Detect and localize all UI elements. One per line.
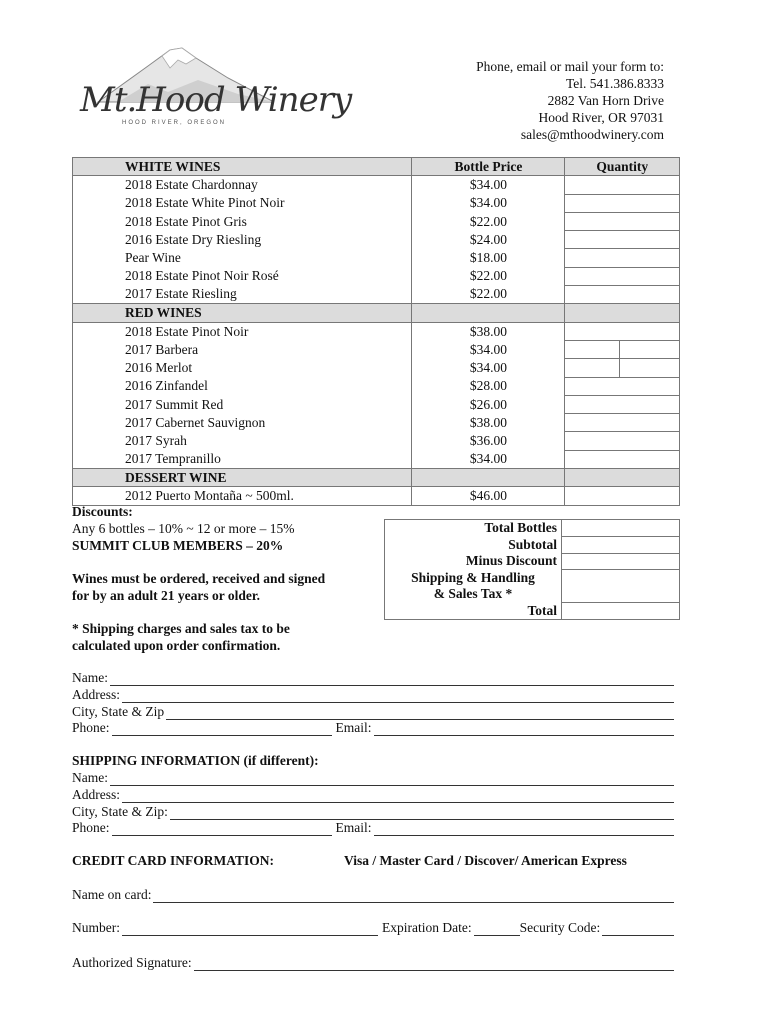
contact-city: Hood River, OR 97031 bbox=[538, 110, 664, 125]
billing-email-field[interactable] bbox=[374, 724, 674, 736]
table-row bbox=[73, 249, 680, 267]
shipping-title-row bbox=[72, 753, 674, 769]
wine-price: $34.00 bbox=[412, 359, 565, 377]
quantity-field[interactable] bbox=[565, 414, 680, 432]
wine-price: $24.00 bbox=[412, 231, 565, 249]
shipping-address-label: Address: bbox=[72, 787, 120, 802]
card-brands: Visa / Master Card / Discover/ American Express bbox=[344, 853, 627, 868]
wine-price: $36.00 bbox=[412, 432, 565, 450]
table-row bbox=[73, 176, 680, 194]
wine-price: $38.00 bbox=[412, 322, 565, 340]
quantity-field[interactable] bbox=[565, 432, 680, 450]
shipping-handling-line1: Shipping & Handling bbox=[411, 569, 535, 585]
wine-price: $22.00 bbox=[412, 267, 565, 285]
contact-phone: Tel. 541.386.8333 bbox=[565, 76, 664, 91]
billing-name-label: Name: bbox=[72, 670, 108, 685]
quantity-divider bbox=[619, 340, 620, 359]
table-row bbox=[385, 603, 680, 620]
shipping-city-field[interactable] bbox=[170, 808, 674, 820]
card-name-field[interactable] bbox=[153, 891, 674, 903]
wine-price: $34.00 bbox=[412, 176, 565, 194]
wine-order-table bbox=[72, 157, 680, 506]
minus-discount-field[interactable] bbox=[562, 553, 680, 570]
table-row bbox=[73, 377, 680, 395]
signature-label: Authorized Signature: bbox=[72, 955, 192, 970]
shipping-info-title: SHIPPING INFORMATION (if different): bbox=[72, 753, 319, 768]
logo-name: Mt.Hood Winery bbox=[80, 80, 352, 120]
wine-name: 2018 Estate Pinot Noir bbox=[73, 322, 412, 340]
section-qty-blank bbox=[565, 469, 680, 487]
quantity-field[interactable] bbox=[565, 194, 680, 212]
total-bottles-label: Total Bottles bbox=[385, 520, 562, 537]
shipping-phone-label: Phone: bbox=[72, 820, 110, 835]
credit-card-title: CREDIT CARD INFORMATION: bbox=[72, 853, 275, 868]
table-row bbox=[73, 414, 680, 432]
wine-price: $22.00 bbox=[412, 286, 565, 304]
billing-city-row bbox=[72, 704, 674, 720]
wine-name: 2018 Estate Chardonnay bbox=[73, 176, 412, 194]
billing-address-row bbox=[72, 687, 674, 703]
billing-city-field[interactable] bbox=[166, 708, 674, 720]
security-code-field[interactable] bbox=[602, 924, 674, 936]
discounts-title: Discounts: bbox=[72, 504, 133, 519]
section-heading: RED WINES bbox=[73, 304, 412, 322]
billing-phone-label: Phone: bbox=[72, 720, 110, 735]
table-row bbox=[385, 537, 680, 554]
section-row bbox=[73, 469, 680, 487]
wine-price: $22.00 bbox=[412, 212, 565, 230]
logo-tagline: HOOD RIVER, OREGON bbox=[122, 120, 227, 126]
section-heading: DESSERT WINE bbox=[73, 469, 412, 487]
shipping-note-1: * Shipping charges and sales tax to be bbox=[72, 621, 290, 636]
contact-line: Phone, email or mail your form to: bbox=[476, 59, 664, 74]
shipping-phone-field[interactable] bbox=[112, 824, 332, 836]
shipping-name-field[interactable] bbox=[110, 774, 674, 786]
wine-price: $46.00 bbox=[412, 487, 565, 505]
table-row bbox=[73, 359, 680, 377]
shipping-city-label: City, State & Zip: bbox=[72, 804, 168, 819]
wine-name: Pear Wine bbox=[73, 249, 412, 267]
wine-price: $34.00 bbox=[412, 340, 565, 358]
shipping-handling-label bbox=[385, 570, 562, 603]
table-row bbox=[73, 267, 680, 285]
table-header-row bbox=[73, 158, 680, 176]
quantity-field[interactable] bbox=[565, 267, 680, 285]
table-row bbox=[385, 520, 680, 537]
table-row bbox=[73, 286, 680, 304]
billing-name-field[interactable] bbox=[110, 674, 674, 686]
shipping-phone-row bbox=[72, 820, 674, 836]
wine-name: 2018 Estate White Pinot Noir bbox=[73, 194, 412, 212]
billing-name-row bbox=[72, 670, 674, 686]
age-notice-1: Wines must be ordered, received and signed bbox=[72, 571, 326, 586]
wine-name: 2017 Summit Red bbox=[73, 395, 412, 413]
billing-phone-row bbox=[72, 720, 674, 736]
wine-name: 2017 Cabernet Sauvignon bbox=[73, 414, 412, 432]
contact-street: 2882 Van Horn Drive bbox=[547, 93, 664, 108]
contact-email[interactable]: sales@mthoodwinery.com bbox=[520, 127, 664, 142]
wine-name: 2017 Barbera bbox=[73, 340, 412, 358]
quantity-field[interactable] bbox=[565, 487, 680, 505]
wine-price: $18.00 bbox=[412, 249, 565, 267]
wine-name: 2018 Estate Pinot Noir Rosé bbox=[73, 267, 412, 285]
quantity-field[interactable] bbox=[565, 395, 680, 413]
total-label: Total bbox=[385, 603, 562, 620]
table-row bbox=[73, 212, 680, 230]
wine-name: 2016 Merlot bbox=[73, 359, 412, 377]
billing-email-label: Email: bbox=[335, 720, 372, 735]
wine-price: $38.00 bbox=[412, 414, 565, 432]
white-wines-heading: WHITE WINES bbox=[73, 158, 412, 176]
shipping-address-field[interactable] bbox=[122, 791, 674, 803]
shipping-handling-field[interactable] bbox=[562, 570, 680, 603]
discount-bottles: Any 6 bottles – 10% ~ 12 or more – 15% bbox=[72, 521, 295, 536]
table-row bbox=[385, 553, 680, 570]
shipping-handling-line2: & Sales Tax * bbox=[433, 586, 513, 601]
shipping-address-row bbox=[72, 787, 674, 803]
minus-discount-label: Minus Discount bbox=[385, 553, 562, 570]
table-row bbox=[73, 450, 680, 468]
table-row bbox=[73, 231, 680, 249]
expiration-label: Expiration Date: bbox=[382, 920, 472, 935]
quantity-field[interactable] bbox=[565, 322, 680, 340]
table-row bbox=[73, 194, 680, 212]
billing-address-label: Address: bbox=[72, 687, 120, 702]
signature-field[interactable] bbox=[194, 959, 674, 971]
section-qty-blank bbox=[565, 304, 680, 322]
wine-name: 2016 Estate Dry Riesling bbox=[73, 231, 412, 249]
shipping-name-label: Name: bbox=[72, 770, 108, 785]
wine-price: $34.00 bbox=[412, 450, 565, 468]
section-price-blank bbox=[412, 469, 565, 487]
table-row bbox=[73, 395, 680, 413]
signature-row bbox=[72, 955, 674, 971]
shipping-name-row bbox=[72, 770, 674, 786]
wine-name: 2017 Estate Riesling bbox=[73, 286, 412, 304]
contact-block bbox=[476, 58, 664, 143]
totals-table bbox=[384, 519, 680, 620]
wine-price: $28.00 bbox=[412, 377, 565, 395]
shipping-city-row bbox=[72, 804, 674, 820]
subtotal-label: Subtotal bbox=[385, 537, 562, 554]
billing-phone-field[interactable] bbox=[112, 724, 332, 736]
quantity-field[interactable] bbox=[565, 249, 680, 267]
card-number-label: Number: bbox=[72, 920, 120, 935]
quantity-divider bbox=[619, 358, 620, 377]
quantity-field[interactable] bbox=[565, 231, 680, 249]
shipping-email-label: Email: bbox=[335, 820, 372, 835]
shipping-email-field[interactable] bbox=[374, 824, 674, 836]
section-row bbox=[73, 304, 680, 322]
wine-name: 2018 Estate Pinot Gris bbox=[73, 212, 412, 230]
quantity-field[interactable] bbox=[565, 176, 680, 194]
table-row bbox=[73, 322, 680, 340]
bottle-price-header: Bottle Price bbox=[412, 158, 565, 176]
security-code-label: Security Code: bbox=[519, 920, 601, 935]
wine-name: 2017 Syrah bbox=[73, 432, 412, 450]
quantity-field[interactable] bbox=[565, 212, 680, 230]
expiration-field[interactable] bbox=[474, 924, 520, 936]
total-bottles-field[interactable] bbox=[562, 520, 680, 537]
table-row bbox=[73, 340, 680, 358]
wine-price: $26.00 bbox=[412, 395, 565, 413]
table-row bbox=[73, 432, 680, 450]
table-row bbox=[385, 570, 680, 603]
discount-summit-club: SUMMIT CLUB MEMBERS – 20% bbox=[72, 538, 284, 553]
wine-name: 2017 Tempranillo bbox=[73, 450, 412, 468]
wine-name: 2016 Zinfandel bbox=[73, 377, 412, 395]
card-name-label: Name on card: bbox=[72, 887, 152, 902]
subtotal-field[interactable] bbox=[562, 537, 680, 554]
section-price-blank bbox=[412, 304, 565, 322]
quantity-field[interactable] bbox=[565, 340, 680, 358]
card-number-field[interactable] bbox=[122, 924, 378, 936]
quantity-field[interactable] bbox=[565, 286, 680, 304]
total-field[interactable] bbox=[562, 603, 680, 620]
quantity-field[interactable] bbox=[565, 359, 680, 377]
age-notice-2: for by an adult 21 years or older. bbox=[72, 588, 261, 603]
winery-logo bbox=[78, 44, 352, 130]
quantity-header: Quantity bbox=[565, 158, 680, 176]
discounts-block bbox=[72, 503, 372, 654]
wine-price: $34.00 bbox=[412, 194, 565, 212]
card-number-row bbox=[72, 920, 674, 936]
wine-name: 2012 Puerto Montaña ~ 500ml. bbox=[73, 487, 412, 505]
billing-address-field[interactable] bbox=[122, 691, 674, 703]
quantity-field[interactable] bbox=[565, 377, 680, 395]
quantity-field[interactable] bbox=[565, 450, 680, 468]
card-name-row bbox=[72, 887, 674, 903]
shipping-note-2: calculated upon order confirmation. bbox=[72, 638, 281, 653]
billing-city-label: City, State & Zip bbox=[72, 704, 165, 719]
